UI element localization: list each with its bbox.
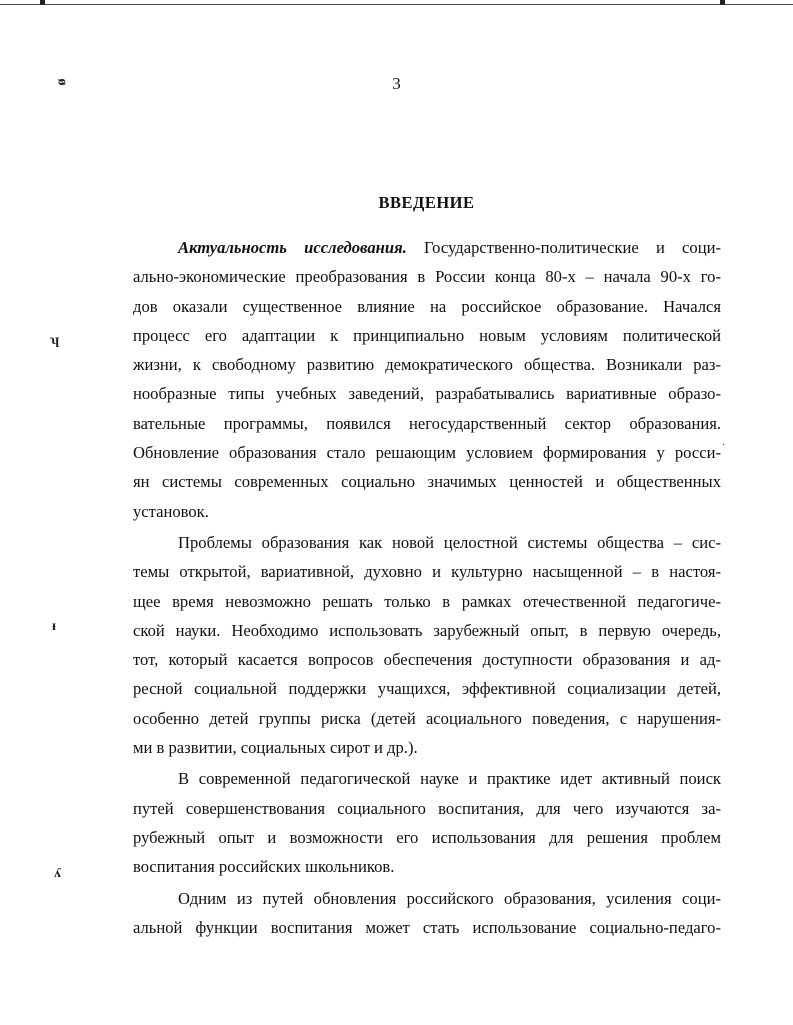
top-scan-border xyxy=(0,0,793,5)
paragraph-line: ян системы современных социально значимых ценностей и общественных xyxy=(133,472,721,492)
margin-mark-icon: ʎ xyxy=(54,866,61,881)
paragraph-line: путей совершенствования социального воспитания, для чего изучаются за- xyxy=(133,798,721,818)
paragraph xyxy=(133,764,721,881)
page-number: 3 xyxy=(392,74,401,93)
paragraph-line: жизни, к свободному развитию демократического общества. Возникали раз- xyxy=(133,355,721,375)
paragraph-line: Обновление образования стало решающим условием формирования у росси- xyxy=(133,443,721,463)
margin-mark-icon: ᵻ xyxy=(52,619,57,634)
line-text: Государственно-политические и соци- xyxy=(406,238,721,257)
paragraph-line: ально-экономические преобразования в России конца 80-х – начала 90-х го- xyxy=(133,267,721,287)
paragraph-line: дов оказали существенное влияние на российское образование. Начался xyxy=(133,296,721,316)
paragraph-line: Проблемы образования как новой целостной системы общества – сис- xyxy=(178,532,721,552)
paragraph-line: ской науки. Необходимо использовать зарубежный опыт, в первую очередь, xyxy=(133,620,721,640)
margin-dot-icon: · xyxy=(722,440,726,451)
margin-mark-icon: ᴓ xyxy=(58,74,66,89)
paragraph-lead: Актуальность исследования. xyxy=(178,238,407,257)
section-title: ВВЕДЕНИЕ xyxy=(378,193,475,212)
paragraph xyxy=(133,233,721,526)
paragraph-line: альной функции воспитания может стать использование социально-педаго- xyxy=(133,917,721,937)
paragraph-line: тот, который касается вопросов обеспечения доступности образования и ад- xyxy=(133,650,721,670)
paragraph-line: ми в развитии, социальных сирот и др.). xyxy=(133,738,418,758)
paragraph-line: нообразные типы учебных заведений, разрабатывались вариативные образо- xyxy=(133,384,721,404)
paragraph xyxy=(133,528,721,762)
paragraph-line: особенно детей группы риска (детей асоциального поведения, с нарушения- xyxy=(133,708,721,728)
paragraph-line: В современной педагогической науке и практике идет активный поиск xyxy=(178,769,721,789)
paragraph-line: рубежный опыт и возможности его использования для решения проблем xyxy=(133,827,721,847)
document-body xyxy=(133,233,721,942)
paragraph-line: вательные программы, появился негосударственный сектор образования. xyxy=(133,413,721,433)
paragraph-line: щее время невозможно решать только в рамках отечественной педагогиче- xyxy=(133,591,721,611)
paragraph-line: ресной социальной поддержки учащихся, эффективной социализации детей, xyxy=(133,679,721,699)
paragraph-line: процесс его адаптации к принципиально новым условиям политической xyxy=(133,325,721,345)
paragraph-line: воспитания российских школьников. xyxy=(133,857,395,877)
margin-mark-icon: ʮ xyxy=(50,333,60,348)
paragraph-line: Одним из путей обновления российского образования, усиления соци- xyxy=(178,888,721,908)
paragraph-line: установок. xyxy=(133,501,209,521)
paragraph-line xyxy=(133,233,721,262)
paragraph-line: темы открытой, вариативной, духовно и культурно насыщенной – в настоя- xyxy=(133,562,721,582)
paragraph xyxy=(133,884,721,943)
